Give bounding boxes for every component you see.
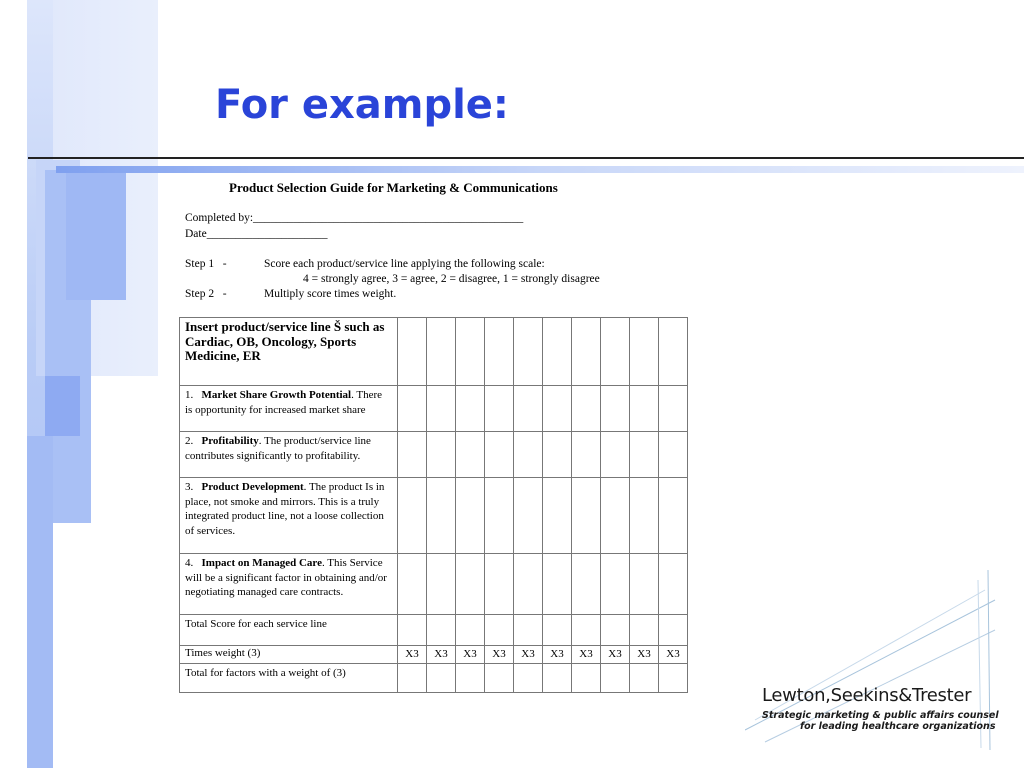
table-cell bbox=[543, 554, 572, 615]
table-row bbox=[180, 478, 688, 554]
table-cell bbox=[630, 318, 659, 386]
table-cell bbox=[485, 318, 514, 386]
table-row bbox=[180, 646, 688, 664]
table-cell bbox=[601, 386, 630, 432]
criterion-number: 3. bbox=[185, 481, 194, 493]
table-cell bbox=[659, 386, 688, 432]
table-cell bbox=[659, 432, 688, 478]
divider bbox=[56, 166, 1024, 173]
criterion-number: 2. bbox=[185, 435, 194, 447]
table-row bbox=[180, 386, 688, 432]
criterion-title: Profitability bbox=[201, 435, 259, 447]
table-cell bbox=[543, 432, 572, 478]
table-cell bbox=[485, 554, 514, 615]
logo-tagline: for leading healthcare organizations bbox=[800, 721, 996, 732]
slide-title: For example: bbox=[215, 82, 509, 128]
weight-mark: X3 bbox=[514, 646, 543, 664]
table-cell bbox=[630, 554, 659, 615]
criterion-label bbox=[180, 478, 398, 554]
table-cell bbox=[427, 554, 456, 615]
weight-mark: X3 bbox=[572, 646, 601, 664]
criterion-label bbox=[180, 554, 398, 615]
table-header-row bbox=[180, 318, 688, 386]
criterion-label bbox=[180, 386, 398, 432]
table-cell bbox=[659, 663, 688, 692]
criterion-title: Impact on Managed Care bbox=[201, 557, 322, 569]
table-cell bbox=[601, 615, 630, 646]
table-cell bbox=[485, 478, 514, 554]
table-cell bbox=[514, 615, 543, 646]
weight-label: Times weight (3) bbox=[180, 646, 398, 664]
table-cell bbox=[456, 432, 485, 478]
table-cell bbox=[398, 318, 427, 386]
table-cell bbox=[630, 478, 659, 554]
criterion-number: 4. bbox=[185, 557, 194, 569]
table-cell bbox=[456, 663, 485, 692]
table-cell bbox=[659, 554, 688, 615]
table-cell bbox=[398, 478, 427, 554]
table-cell bbox=[485, 615, 514, 646]
table-cell bbox=[456, 478, 485, 554]
table-cell bbox=[456, 615, 485, 646]
table-cell bbox=[543, 318, 572, 386]
decor-bar bbox=[66, 170, 126, 300]
weight-mark: X3 bbox=[630, 646, 659, 664]
scale-text: 4 = strongly agree, 3 = agree, 2 = disagree, 1 = strongly disagree bbox=[303, 273, 600, 285]
selection-table bbox=[179, 317, 688, 693]
weight-mark: X3 bbox=[398, 646, 427, 664]
table-cell bbox=[456, 318, 485, 386]
weight-mark: X3 bbox=[427, 646, 456, 664]
table-row bbox=[180, 554, 688, 615]
criterion-number: 1. bbox=[185, 389, 194, 401]
logo-tagline: Strategic marketing & public affairs counsel bbox=[762, 710, 999, 721]
table-cell bbox=[456, 554, 485, 615]
weight-mark: X3 bbox=[659, 646, 688, 664]
table-cell bbox=[659, 478, 688, 554]
table-cell bbox=[485, 386, 514, 432]
table-cell bbox=[427, 318, 456, 386]
table-cell bbox=[572, 432, 601, 478]
table-cell bbox=[427, 478, 456, 554]
table-cell bbox=[601, 478, 630, 554]
header-label: Insert product/service line Š such as Cardiac, OB, Oncology, Sports Medicine, ER bbox=[180, 318, 398, 386]
divider bbox=[28, 157, 1024, 159]
table-cell bbox=[514, 663, 543, 692]
table-cell bbox=[514, 386, 543, 432]
table-cell bbox=[398, 663, 427, 692]
table-cell bbox=[514, 318, 543, 386]
table-cell bbox=[659, 615, 688, 646]
table-cell bbox=[514, 432, 543, 478]
completed-by-line: Completed by:_______________________________________________ bbox=[185, 212, 524, 224]
table-cell bbox=[427, 663, 456, 692]
criterion-text: . The product Is in place, not smoke and mirrors. This is a truly integrated product line, not a loose collection of services. bbox=[185, 481, 385, 537]
criterion-title: Market Share Growth Potential bbox=[201, 389, 352, 401]
table-cell bbox=[572, 478, 601, 554]
step1-text: Score each product/service line applying the following scale: bbox=[264, 258, 545, 270]
table-cell bbox=[630, 432, 659, 478]
table-cell bbox=[630, 615, 659, 646]
table-cell bbox=[572, 386, 601, 432]
weight-mark: X3 bbox=[456, 646, 485, 664]
table-cell bbox=[485, 663, 514, 692]
table-cell bbox=[485, 432, 514, 478]
logo-name: Lewton,Seekins&Trester bbox=[762, 685, 972, 706]
criterion-label bbox=[180, 432, 398, 478]
table-cell bbox=[543, 386, 572, 432]
table-cell bbox=[543, 663, 572, 692]
table-cell bbox=[630, 386, 659, 432]
table-cell bbox=[630, 663, 659, 692]
total-label: Total Score for each service line bbox=[180, 615, 398, 646]
criterion-text: . The product/service line contributes significantly to profitability. bbox=[185, 435, 371, 462]
table-cell bbox=[543, 478, 572, 554]
table-cell bbox=[427, 432, 456, 478]
criterion-text: . This Service will be a significant factor in obtaining and/or negotiating managed care contracts. bbox=[185, 557, 387, 598]
table-cell bbox=[427, 615, 456, 646]
table-cell bbox=[543, 615, 572, 646]
table-cell bbox=[456, 386, 485, 432]
table-cell bbox=[659, 318, 688, 386]
criterion-title: Product Development bbox=[201, 481, 304, 493]
table-cell bbox=[572, 615, 601, 646]
decor-bar bbox=[27, 436, 53, 768]
weight-mark: X3 bbox=[485, 646, 514, 664]
table-cell bbox=[427, 386, 456, 432]
table-row bbox=[180, 432, 688, 478]
table-cell bbox=[601, 432, 630, 478]
weight-mark: X3 bbox=[543, 646, 572, 664]
table-cell bbox=[572, 554, 601, 615]
table-cell bbox=[398, 386, 427, 432]
final-total-label: Total for factors with a weight of (3) bbox=[180, 663, 398, 692]
step2-text: Multiply score times weight. bbox=[264, 288, 397, 300]
table-cell bbox=[572, 663, 601, 692]
weight-mark: X3 bbox=[601, 646, 630, 664]
decor-bar bbox=[45, 376, 80, 436]
date-line: Date_____________________ bbox=[185, 228, 328, 240]
table-cell bbox=[398, 615, 427, 646]
step1-label: Step 1 - bbox=[185, 258, 227, 270]
table-cell bbox=[572, 318, 601, 386]
table-row bbox=[180, 615, 688, 646]
table-row bbox=[180, 663, 688, 692]
step2-label: Step 2 - bbox=[185, 288, 227, 300]
criterion-text: . There is opportunity for increased market share bbox=[185, 389, 383, 416]
table-cell bbox=[601, 663, 630, 692]
table-cell bbox=[514, 478, 543, 554]
table-cell bbox=[398, 554, 427, 615]
table-cell bbox=[601, 318, 630, 386]
table-cell bbox=[601, 554, 630, 615]
document-title: Product Selection Guide for Marketing & Communications bbox=[229, 180, 558, 195]
table-cell bbox=[398, 432, 427, 478]
table-cell bbox=[514, 554, 543, 615]
